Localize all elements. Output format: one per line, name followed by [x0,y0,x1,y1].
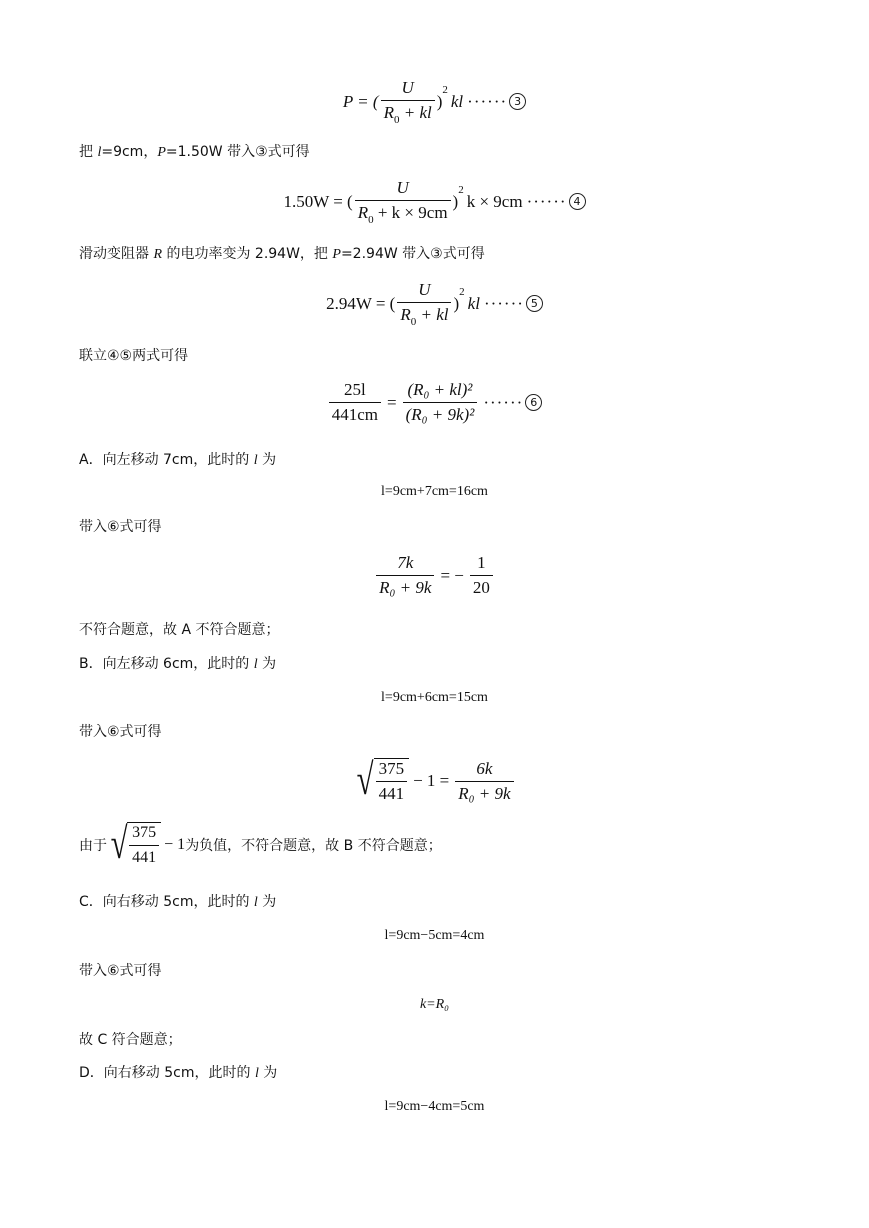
equation-5 [0,280,869,327]
eq4-denominator [355,200,451,225]
eq5-den-b: + kl [416,305,449,324]
eq6-left-numerator: 25l [343,380,366,399]
eq3-den-b: + kl [399,103,432,122]
option-d-head: D．向右移动 5cm，此时的 [79,1065,255,1081]
eq4-close: ) [452,191,459,211]
option-b-calc: l=9cm+6cm=15cm [381,690,488,705]
paragraph-1 [79,142,310,163]
option-a-rhs-denominator: 20 [470,575,493,598]
option-a-conclusion: 不符合题意，故 A 不符合题意； [79,622,280,638]
para1-l: l [97,145,102,160]
eq5-tail: kl [467,293,480,313]
eq4-fraction [355,178,451,225]
option-b-sqrt-numerator: 375 [378,759,405,778]
eq3-den-sub: 0 [393,114,400,126]
para1-pre: 把 [79,144,98,160]
eq3-lhs: P = ( [342,91,379,111]
paragraph-3: 联立④⑤两式可得 [79,348,189,364]
option-b-inline-sqrt [107,819,161,868]
para2-p: P [332,247,341,262]
eq3-denominator [381,100,435,125]
eq6-left-fraction [329,380,381,425]
eq4-lhs: 1.50W = ( [283,191,353,211]
option-b-tail: 为 [257,656,277,672]
option-b-post: 为负值，不符合题意，故 B 不符合题意； [185,838,442,854]
eq3-den-a: R [383,103,394,122]
option-d-heading [79,1063,277,1084]
eq5-close: ) [453,293,460,313]
option-c-result: k=R₀ [419,997,450,1012]
eq5-sup: 2 [459,285,465,298]
option-c-l: l [253,895,258,910]
para2-pre: 滑动变阻器 [79,246,154,262]
eq6-right-denominator: (R₀ + 9k)² [403,402,478,425]
option-a-heading [79,450,276,471]
eq6-right-numerator: (R₀ + kl)² [407,380,473,399]
eq4-den-sub: 0 [368,214,374,226]
option-c-tail: 为 [257,894,277,910]
option-b-inline-sqrt-denominator: 441 [129,845,159,868]
option-c-calc: l=9cm−5cm=4cm [384,928,485,943]
eq4-numerator: U [396,178,409,197]
eq5-circled-number: 5 [526,295,543,312]
eq3-tail: kl [450,91,464,111]
eq4-den-b: + k × 9cm [373,203,448,222]
eq4-sup: 2 [458,183,464,196]
para2-mid1: 的电功率变为 2.94W，把 [162,246,333,262]
eq3-fraction [381,78,435,125]
eq6-left-denominator: 441cm [329,402,381,425]
para1-mid1: =9cm， [101,144,158,160]
option-b-inline-sqrt-numerator: 375 [132,824,157,841]
eq3-circled-number: 3 [509,93,526,110]
option-c-conclusion: 故 C 符合题意； [79,1032,182,1048]
option-c-heading [79,892,276,913]
option-d-l: l [254,1066,259,1081]
eq5-fraction [397,280,451,327]
eq3-numerator: U [401,78,414,97]
eq5-den-sub: 0 [410,316,417,328]
option-b-numerator: 6k [476,758,493,778]
eq4-circled-number: 4 [569,193,586,210]
eq5-dots: ······ [483,293,524,313]
equation-6 [0,380,869,425]
para1-p: P [157,145,166,160]
option-b-sqrt-denominator: 441 [376,781,408,804]
option-a-head: A．向左移动 7cm，此时的 [79,452,254,468]
option-a-calc: l=9cm+7cm=16cm [381,484,488,499]
para2-mid2: =2.94W 带入③式可得 [340,246,485,262]
eq3-sup: 2 [442,83,448,96]
sqrt-icon: √ [110,819,128,868]
option-a-denominator: R₀ + 9k [376,575,434,598]
option-a-rhs-fraction [470,553,493,598]
paragraph-2 [79,244,485,265]
equation-4 [0,178,869,225]
option-b-denominator: R₀ + 9k [455,781,513,804]
eq4-den-a: R [357,203,369,222]
para2-r: R [153,247,163,262]
eq3-dots: ······ [467,91,508,111]
eq4-dots: ······ [526,191,567,211]
option-a-l: l [253,453,258,468]
option-b-minus-one: − 1 = [413,771,450,790]
option-b-equation [0,755,869,804]
option-a-sign: = − [440,565,464,585]
option-b-sqrt [353,755,409,804]
option-a-equation [0,553,869,598]
option-b-l: l [253,657,258,672]
option-a-tail: 为 [257,452,277,468]
option-a-fraction [376,553,434,598]
eq6-circled-number: 6 [525,394,542,411]
option-d-tail: 为 [258,1065,278,1081]
eq5-lhs: 2.94W = ( [326,293,396,313]
option-b-pre: 由于 [79,838,107,854]
para1-mid2: =1.50W 带入③式可得 [165,144,310,160]
eq5-numerator: U [418,280,431,299]
option-b-heading [79,654,276,675]
option-b-conclusion [79,819,442,868]
option-c-substitute: 带入⑥式可得 [79,963,162,979]
eq6-equals: = [386,392,397,412]
eq6-right-fraction [403,380,478,425]
option-d-calc: l=9cm−4cm=5cm [384,1099,485,1114]
option-a-rhs-numerator: 1 [477,553,486,572]
option-b-inline-minus: − 1 [164,836,186,853]
option-a-substitute: 带入⑥式可得 [79,519,162,535]
eq4-tail: k × 9cm [466,191,523,211]
sqrt-icon: √ [357,755,374,804]
option-a-numerator: 7k [397,553,414,572]
option-b-substitute: 带入⑥式可得 [79,724,162,740]
eq5-denominator [397,302,451,327]
eq3-close: ) [436,91,443,111]
option-b-head: B．向左移动 6cm，此时的 [79,656,254,672]
option-c-head: C．向右移动 5cm，此时的 [79,894,254,910]
equation-3 [0,78,869,125]
eq5-den-a: R [400,305,411,324]
option-b-fraction [455,759,513,804]
eq6-dots: ······ [483,392,524,412]
option-b-sqrt-fraction [376,759,408,804]
